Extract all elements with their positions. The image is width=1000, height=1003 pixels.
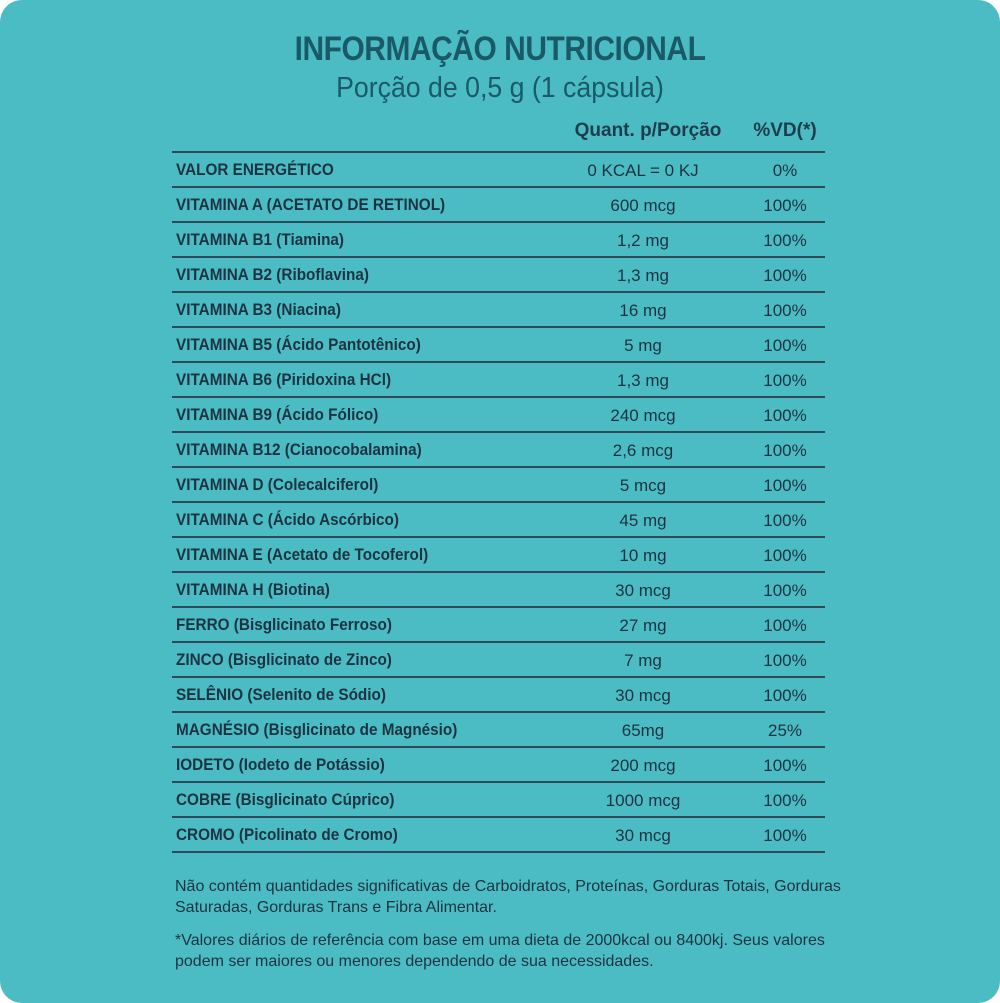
table-row	[172, 608, 825, 643]
nutrient-amount: 200 mcg	[610, 756, 676, 775]
nutrient-name: VITAMINA B3 (Niacina)	[176, 300, 341, 319]
table-row	[172, 468, 825, 503]
nutrient-name: VALOR ENERGÉTICO	[176, 160, 334, 179]
nutrient-amount: 1,3 mg	[617, 371, 669, 390]
nutrient-amount: 65mg	[621, 721, 665, 740]
nutrient-amount: 1,2 mg	[617, 231, 669, 250]
nutrient-daily-value: 100%	[763, 826, 807, 845]
nutrient-daily-value: 100%	[763, 686, 807, 705]
nutrient-name: VITAMINA B1 (Tiamina)	[176, 230, 345, 249]
table-row	[172, 503, 825, 538]
table-row	[172, 188, 825, 223]
nutrient-name: VITAMINA E (Acetato de Tocoferol)	[176, 545, 429, 564]
footnote-daily-values: *Valores diários de referência com base em uma dieta de 2000kcal ou 8400kj. Seus valores podem ser maiores ou menores dependendo de sua necessidades.	[175, 932, 825, 970]
table-row	[172, 363, 825, 398]
nutrient-daily-value: 25%	[767, 721, 803, 740]
table-row	[172, 223, 825, 258]
table-row	[172, 748, 825, 783]
nutrient-amount: 10 mg	[619, 546, 667, 565]
nutrient-amount: 600 mcg	[610, 196, 676, 215]
nutrient-name: MAGNÉSIO (Bisglicinato de Magnésio)	[176, 720, 458, 739]
label-title: INFORMAÇÃO NUTRICIONAL	[294, 30, 706, 68]
nutrient-daily-value: 100%	[763, 791, 807, 810]
nutrient-amount: 30 mcg	[615, 581, 671, 600]
nutrient-daily-value: 100%	[763, 511, 807, 530]
nutrient-amount: 45 mg	[619, 511, 667, 530]
nutrient-table	[172, 151, 825, 853]
nutrient-name: VITAMINA A (ACETATO DE RETINOL)	[176, 195, 446, 214]
nutrient-name: CROMO (Picolinato de Cromo)	[176, 825, 398, 844]
nutrient-amount: 240 mcg	[610, 406, 676, 425]
table-row	[172, 643, 825, 678]
nutrient-name: ZINCO (Bisglicinato de Zinco)	[176, 650, 392, 669]
nutrient-name: VITAMINA B12 (Cianocobalamina)	[176, 440, 422, 459]
nutrient-name: VITAMINA B9 (Ácido Fólico)	[176, 405, 379, 424]
nutrient-amount: 7 mg	[624, 651, 662, 670]
footnote-disclaimer: Não contém quantidades significativas de Carboidratos, Proteínas, Gorduras Totais, Gorduras Saturadas, Gorduras Trans e Fibra Alimentar.	[175, 878, 841, 916]
nutrient-name: IODETO (Iodeto de Potássio)	[176, 755, 385, 774]
nutrient-name: FERRO (Bisglicinato Ferroso)	[176, 615, 392, 634]
nutrient-daily-value: 100%	[763, 546, 807, 565]
nutrient-name: VITAMINA C (Ácido Ascórbico)	[176, 510, 399, 529]
nutrient-amount: 1,3 mg	[617, 266, 669, 285]
table-row	[172, 783, 825, 818]
table-row	[172, 153, 825, 188]
nutrient-amount: 2,6 mcg	[612, 441, 674, 460]
table-row	[172, 573, 825, 608]
nutrient-daily-value: 100%	[763, 406, 807, 425]
nutrient-name: VITAMINA B6 (Piridoxina HCl)	[176, 370, 392, 389]
nutrient-amount: 0 KCAL = 0 KJ	[587, 161, 699, 180]
nutrient-amount: 16 mg	[619, 301, 667, 320]
table-row	[172, 713, 825, 748]
nutrient-amount: 5 mcg	[619, 476, 667, 495]
nutrient-daily-value: 100%	[763, 756, 807, 775]
table-row	[172, 293, 825, 328]
table-row	[172, 678, 825, 713]
table-row	[172, 433, 825, 468]
nutrient-daily-value: 100%	[763, 651, 807, 670]
nutrient-amount: 1000 mcg	[605, 791, 681, 810]
nutrient-name: COBRE (Bisglicinato Cúprico)	[176, 790, 395, 809]
nutrient-daily-value: 100%	[763, 371, 807, 390]
table-row	[172, 818, 825, 853]
nutrient-daily-value: 100%	[763, 196, 807, 215]
nutrient-daily-value: 100%	[763, 231, 807, 250]
nutrient-daily-value: 100%	[763, 266, 807, 285]
nutrient-daily-value: 100%	[763, 581, 807, 600]
nutrient-daily-value: 100%	[763, 301, 807, 320]
nutrient-amount: 5 mg	[624, 336, 662, 355]
nutrient-amount: 30 mcg	[615, 686, 671, 705]
nutrient-name: SELÊNIO (Selenito de Sódio)	[176, 685, 386, 704]
table-row	[172, 398, 825, 433]
nutrient-daily-value: 0%	[772, 161, 798, 180]
column-header-amount: Quant. p/Porção	[574, 120, 722, 141]
nutrient-name: VITAMINA H (Biotina)	[176, 580, 330, 599]
column-header-vd: %VD(*)	[753, 120, 817, 141]
nutrient-daily-value: 100%	[763, 441, 807, 460]
nutrient-daily-value: 100%	[763, 476, 807, 495]
serving-size: Porção de 0,5 g (1 cápsula)	[336, 72, 664, 104]
nutrient-amount: 30 mcg	[615, 826, 671, 845]
nutrient-daily-value: 100%	[763, 336, 807, 355]
table-row	[172, 328, 825, 363]
nutrient-name: VITAMINA B5 (Ácido Pantotênico)	[176, 335, 421, 354]
nutrient-amount: 27 mg	[619, 616, 667, 635]
table-row	[172, 538, 825, 573]
table-row	[172, 258, 825, 293]
nutrient-name: VITAMINA D (Colecalciferol)	[176, 475, 379, 494]
nutrient-daily-value: 100%	[763, 616, 807, 635]
nutrient-name: VITAMINA B2 (Riboflavina)	[176, 265, 369, 284]
